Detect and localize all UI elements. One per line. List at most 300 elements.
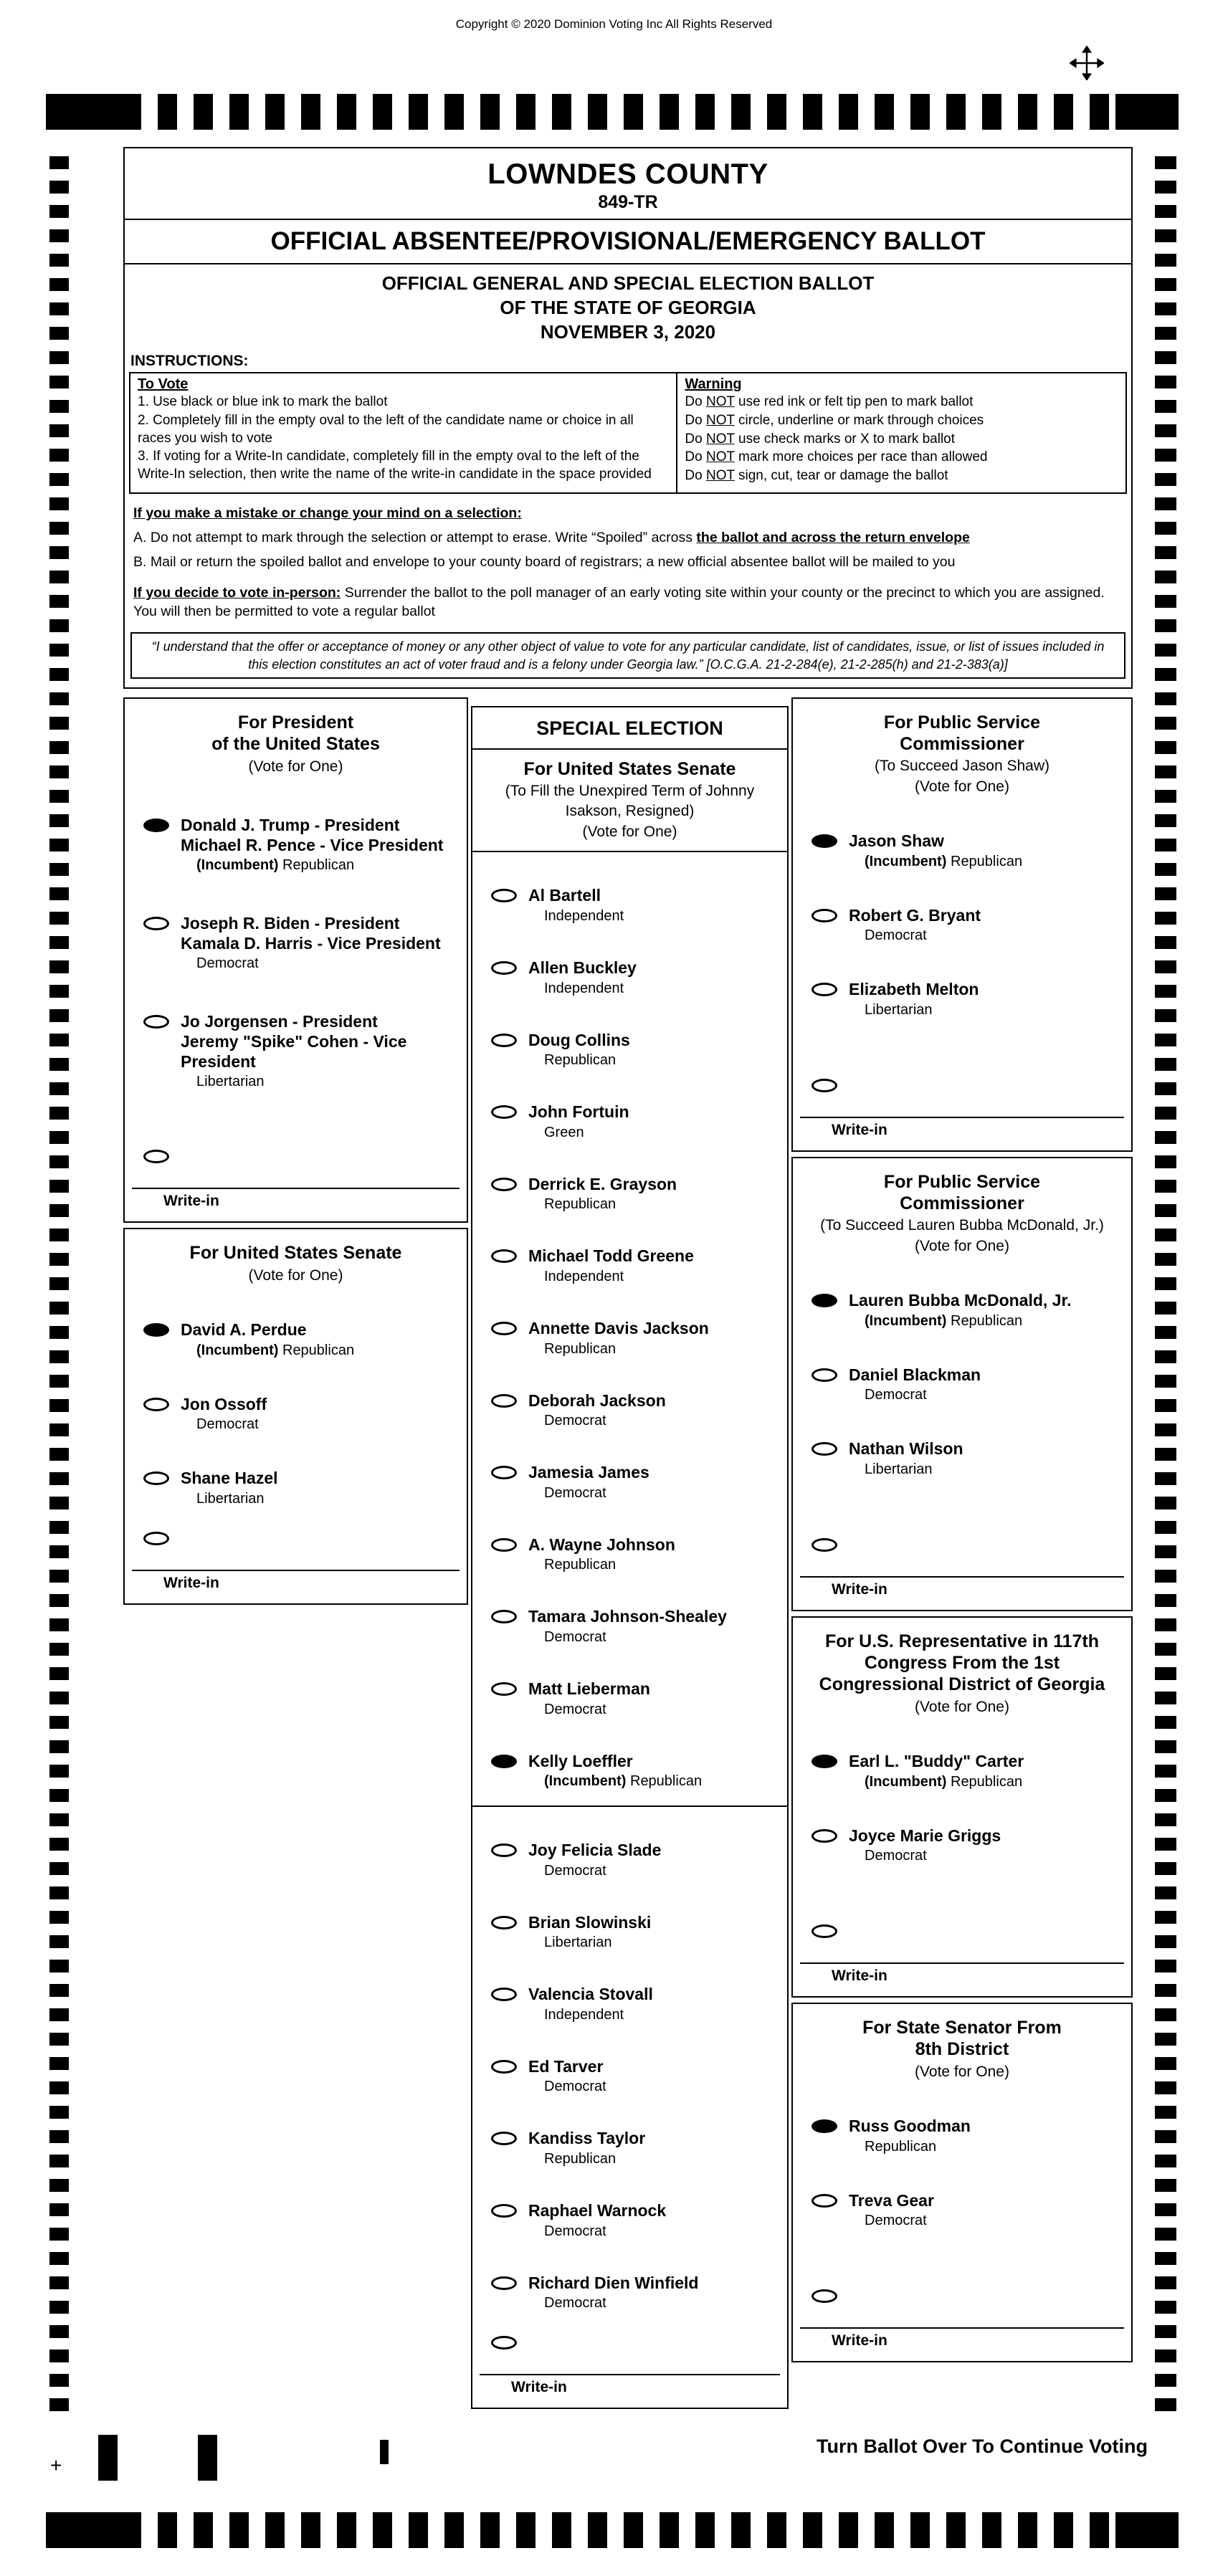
- write-in-block: [130, 1125, 461, 1210]
- candidate-info: [181, 914, 441, 972]
- candidate-info: [528, 1463, 649, 1502]
- timing-marks-strip: [122, 94, 1115, 130]
- vote-for-instruction: (Vote for One): [915, 1698, 1009, 1715]
- timing-block-right: [1115, 2512, 1179, 2548]
- race-psc-mcdonald: [791, 1157, 1133, 1611]
- candidate-info: [528, 1913, 651, 1952]
- race-title-line: For Public Service: [883, 1171, 1041, 1192]
- write-in-block: [799, 2229, 1125, 2350]
- candidate-party: Republican: [544, 1196, 617, 1213]
- oval-empty[interactable]: [143, 917, 169, 930]
- warning-item: Do NOT use red ink or felt tip pen to mark ballot: [685, 394, 974, 410]
- candidate-row: [478, 2201, 781, 2240]
- ballot-style-mark: [198, 2435, 217, 2481]
- warning-title: Warning: [685, 376, 742, 393]
- race-header: [130, 1236, 461, 1284]
- candidate-name: Joy Felicia Slade: [528, 1841, 662, 1860]
- race-header: [130, 706, 461, 776]
- candidate-row: [799, 1752, 1125, 1790]
- to-vote-title: To Vote: [138, 376, 189, 393]
- oval-empty[interactable]: [811, 1442, 837, 1456]
- ballot-style-mark: [98, 2435, 118, 2481]
- candidate-row: [478, 1841, 781, 1879]
- candidate-info: [528, 1752, 702, 1790]
- candidate-party: Democrat: [544, 2295, 606, 2312]
- write-in-oval-row: [130, 1147, 461, 1163]
- vote-for-instruction: (Vote for One): [915, 2064, 1009, 2081]
- race-title-line: 8th District: [915, 2039, 1009, 2060]
- oval-empty[interactable]: [811, 1079, 837, 1092]
- candidate-name: Joyce Marie Griggs: [849, 1826, 1001, 1845]
- to-vote-item: 3. If voting for a Write-In candidate, completely fill in the empty oval to the left of the Write-In selection, then write the name of the write-in candidate in the space provided: [138, 449, 652, 482]
- county-title: LOWNDES COUNTY: [487, 158, 768, 190]
- ballot-columns: [123, 697, 1133, 2409]
- candidate-party: Libertarian: [865, 1461, 933, 1477]
- candidate-row: [478, 2274, 781, 2312]
- candidate-name: Jon Ossoff: [181, 1394, 267, 1413]
- ballot-title: OFFICIAL ABSENTEE/PROVISIONAL/EMERGENCY BALLOT: [270, 227, 986, 255]
- plus-registration-mark: +: [50, 2454, 62, 2476]
- candidate-name: Deborah Jackson: [528, 1390, 666, 1410]
- candidate-party: Democrat: [544, 1628, 606, 1645]
- candidate-party: Democrat: [544, 1701, 606, 1717]
- candidate-row: [478, 1985, 781, 2023]
- race-title-line: For President: [237, 712, 354, 733]
- vote-for-instruction: (Vote for One): [582, 824, 677, 841]
- write-in-label: Write-in: [163, 1574, 219, 1591]
- turn-ballot-over-text: Turn Ballot Over To Continue Voting: [817, 2436, 1148, 2457]
- candidate-party: Democrat: [865, 1387, 927, 1403]
- mistake-item-a: A. Do not attempt to mark through the selection or attempt to erase. Write “Spoiled” across the ballot and across the return envelope: [133, 530, 970, 546]
- candidate-row: [799, 2117, 1125, 2155]
- oval-filled[interactable]: [811, 1294, 837, 1307]
- write-in-label: Write-in: [832, 1121, 887, 1138]
- candidate-name: Al Bartell: [528, 886, 601, 905]
- candidate-info: [528, 1985, 653, 2023]
- candidate-name: Kandiss Taylor: [528, 2129, 646, 2148]
- oval-empty[interactable]: [811, 1538, 837, 1552]
- ballot-column-2: [471, 706, 789, 2409]
- oval-empty[interactable]: [811, 2289, 837, 2303]
- oval-empty[interactable]: [491, 2336, 517, 2350]
- candidate-info: [849, 980, 979, 1019]
- vote-for-instruction: (Vote for One): [248, 1267, 343, 1284]
- candidate-info: [181, 1320, 354, 1359]
- candidate-info: [849, 1826, 1001, 1865]
- oval-empty[interactable]: [491, 2060, 517, 2074]
- oval-filled[interactable]: [811, 1755, 837, 1768]
- candidate-name: A. Wayne Johnson: [528, 1535, 675, 1554]
- candidate-row: [478, 1391, 781, 1430]
- write-in-label: Write-in: [832, 2332, 887, 2350]
- candidate-row: [478, 1535, 781, 1574]
- candidate-party: Republican: [544, 1340, 617, 1357]
- candidate-info: [528, 1679, 650, 1718]
- candidate-party: Green: [544, 1124, 584, 1140]
- oval-filled[interactable]: [143, 819, 169, 832]
- write-in-line[interactable]: [480, 2374, 780, 2375]
- oval-empty[interactable]: [491, 2276, 517, 2290]
- candidate-info: [849, 1439, 963, 1478]
- candidate-party: (Incumbent) Republican: [544, 1773, 703, 1790]
- candidate-row: [478, 1752, 781, 1790]
- candidate-name: Brian Slowinski: [528, 1912, 652, 1932]
- timing-marks-right-column: [1155, 156, 1176, 2413]
- write-in-oval-row: [799, 1076, 1125, 1092]
- write-in-oval-row: [799, 1922, 1125, 1938]
- candidate-party: Republican: [544, 1052, 617, 1069]
- voter-fraud-pledge: “I understand that the offer or acceptance of money or any other object of value to vote for any particular candidate, list of candidates, issue, or list of issues included in this election constitutes an act of voter fraud and is a felony under Georgia law.” [O.C.G.A. 21-2-284(e), 21-2-285(h) and 21-2-383(a)]: [130, 632, 1125, 679]
- candidate-info: [849, 1752, 1024, 1790]
- instructions-label: INSTRUCTIONS:: [130, 353, 249, 370]
- candidate-party: Democrat: [865, 927, 927, 944]
- oval-empty[interactable]: [491, 1610, 517, 1623]
- write-in-oval-row: [799, 1535, 1125, 1552]
- write-in-block: [130, 1507, 461, 1592]
- candidate-name: Annette Davis Jackson: [528, 1318, 709, 1337]
- candidate-name: Jo Jorgensen - President: [181, 1012, 378, 1031]
- candidate-party: Independent: [544, 1268, 624, 1284]
- write-in-line[interactable]: [132, 1188, 460, 1189]
- candidate-row: [130, 1469, 461, 1507]
- warning-list: [685, 393, 1118, 485]
- election-date: NOVEMBER 3, 2020: [540, 320, 716, 343]
- write-in-label: Write-in: [832, 1967, 887, 1985]
- candidate-name: Valencia Stovall: [528, 1985, 653, 2004]
- oval-filled[interactable]: [811, 2119, 837, 2133]
- race-subtitle-line: (To Fill the Unexpired Term of Johnny: [505, 783, 755, 799]
- oval-empty[interactable]: [811, 909, 837, 922]
- warning-item: Do NOT use check marks or X to mark ballot: [685, 431, 956, 447]
- candidate-party: Republican: [544, 1557, 617, 1573]
- candidate-info: [528, 1391, 666, 1430]
- oval-empty[interactable]: [491, 1105, 517, 1119]
- candidate-info: [181, 1395, 267, 1434]
- oval-empty[interactable]: [491, 1322, 517, 1335]
- candidate-name: Daniel Blackman: [849, 1365, 981, 1384]
- candidate-name: Jason Shaw: [849, 831, 944, 851]
- candidate-name: Kelly Loeffler: [528, 1751, 633, 1770]
- candidate-row: [478, 2129, 781, 2167]
- oval-empty[interactable]: [491, 1916, 517, 1929]
- write-in-label: Write-in: [511, 2379, 567, 2396]
- candidate-name: Derrick E. Grayson: [528, 1174, 677, 1193]
- race-state-sen-8: [791, 2003, 1133, 2362]
- candidate-row: [478, 2057, 781, 2096]
- candidate-party: Democrat: [544, 1862, 606, 1879]
- race-title-line: Congressional District of Georgia: [819, 1674, 1105, 1694]
- candidate-party: Republican: [865, 2138, 937, 2155]
- oval-empty[interactable]: [491, 1178, 517, 1191]
- candidate-name: Michael R. Pence - Vice President: [181, 835, 444, 854]
- write-in-line[interactable]: [132, 1570, 460, 1571]
- candidate-party: (Incumbent) Republican: [865, 1312, 1023, 1329]
- candidate-row: [478, 1246, 781, 1285]
- write-in-line[interactable]: [800, 2327, 1124, 2329]
- copyright-text: Copyright © 2020 Dominion Voting Inc All Rights Reserved: [455, 17, 773, 31]
- oval-filled[interactable]: [811, 834, 837, 848]
- candidate-name: Matt Lieberman: [528, 1679, 650, 1698]
- candidate-party: (Incumbent) Republican: [865, 1773, 1023, 1790]
- vote-for-instruction: (Vote for One): [248, 758, 343, 775]
- candidate-party: (Incumbent) Republican: [196, 857, 355, 874]
- race-header: [472, 750, 787, 852]
- ballot-subtitle-2: OF THE STATE OF GEORGIA: [500, 296, 756, 318]
- candidate-name: Kamala D. Harris - Vice President: [181, 933, 441, 953]
- candidate-name: Elizabeth Melton: [849, 980, 979, 999]
- candidate-party: Libertarian: [196, 1490, 265, 1507]
- race-us-rep-1: [791, 1616, 1133, 1998]
- timing-marks-top: [46, 94, 1179, 130]
- oval-empty[interactable]: [491, 2204, 517, 2218]
- candidate-name: Ed Tarver: [528, 2056, 604, 2076]
- write-in-line[interactable]: [800, 1576, 1124, 1578]
- candidate-row: [478, 1319, 781, 1358]
- oval-empty[interactable]: [811, 1829, 837, 1843]
- candidate-row: [799, 831, 1125, 870]
- race-title-line: of the United States: [211, 734, 380, 754]
- candidate-name: Joseph R. Biden - President: [181, 914, 400, 933]
- candidate-party: Democrat: [544, 2079, 606, 2095]
- candidate-party: Democrat: [544, 2223, 606, 2239]
- warning-item: Do NOT mark more choices per race than allowed: [685, 449, 988, 465]
- candidate-section-divider: [472, 1805, 787, 1807]
- vote-for-instruction: (Vote for One): [915, 778, 1009, 796]
- timing-marks-left-column: [49, 156, 69, 2413]
- timing-block-left: [46, 94, 122, 130]
- oval-empty[interactable]: [491, 2132, 517, 2145]
- instructions-box: [129, 372, 1127, 493]
- race-title-line: For Public Service: [883, 712, 1041, 733]
- timing-block-left: [46, 2512, 122, 2548]
- oval-empty[interactable]: [811, 2194, 837, 2208]
- race-president: [123, 697, 468, 1223]
- oval-empty[interactable]: [491, 1682, 517, 1696]
- candidate-party: (Incumbent) Republican: [865, 853, 1023, 869]
- vote-for-instruction: (Vote for One): [915, 1238, 1009, 1255]
- candidate-row: [478, 1175, 781, 1213]
- mistake-item-b: B. Mail or return the spoiled ballot and envelope to your county board of registrars; a new official absentee ballot will be mailed to you: [133, 554, 956, 571]
- candidate-party: Libertarian: [865, 1001, 933, 1018]
- candidate-name: Tamara Johnson-Shealey: [528, 1607, 727, 1626]
- candidate-party: Independent: [544, 2006, 624, 2023]
- race-special-senate: [471, 706, 789, 2409]
- candidate-info: [181, 1012, 461, 1090]
- candidate-name: Jamesia James: [528, 1463, 649, 1482]
- oval-empty[interactable]: [491, 1034, 517, 1047]
- write-in-line[interactable]: [800, 1962, 1124, 1964]
- candidate-info: [528, 886, 624, 925]
- write-in-block: [799, 1478, 1125, 1598]
- candidate-info: [528, 1841, 661, 1879]
- oval-empty[interactable]: [143, 1471, 169, 1485]
- oval-empty[interactable]: [491, 1843, 517, 1857]
- oval-empty[interactable]: [491, 1988, 517, 2001]
- candidate-info: [528, 958, 637, 997]
- to-vote-item: 1. Use black or blue ink to mark the ballot: [138, 394, 388, 410]
- write-in-label: Write-in: [163, 1193, 219, 1209]
- warning-item: Do NOT sign, cut, tear or damage the ballot: [685, 468, 948, 484]
- candidate-info: [528, 1319, 709, 1358]
- candidate-name: Michael Todd Greene: [528, 1246, 694, 1266]
- timing-marks-strip: [122, 2512, 1115, 2548]
- candidate-row: [799, 1826, 1125, 1865]
- oval-empty[interactable]: [143, 1532, 169, 1545]
- candidate-info: [528, 2201, 666, 2240]
- race-title-line: Commissioner: [900, 1193, 1024, 1213]
- write-in-label: Write-in: [832, 1580, 887, 1598]
- race-title-line: For United States Senate: [189, 1243, 402, 1263]
- write-in-oval-row: [799, 2286, 1125, 2303]
- candidate-info: [528, 1535, 675, 1574]
- candidate-info: [849, 1291, 1072, 1330]
- candidate-row: [130, 816, 461, 874]
- warning-item: Do NOT circle, underline or mark through choices: [685, 413, 984, 429]
- ballot-style-mark: [380, 2440, 389, 2464]
- candidate-party: Democrat: [544, 1413, 606, 1429]
- candidate-info: [849, 831, 1022, 870]
- candidate-party: Democrat: [196, 1416, 259, 1433]
- oval-filled[interactable]: [491, 1755, 517, 1768]
- candidate-row: [478, 1607, 781, 1646]
- candidate-name: Donald J. Trump - President: [181, 816, 400, 834]
- ballot-column-1: [123, 697, 468, 1605]
- candidate-info: [181, 1469, 278, 1507]
- race-header: [799, 1165, 1125, 1255]
- candidate-party: Republican: [544, 2151, 617, 2167]
- candidate-party: Democrat: [544, 1484, 606, 1501]
- candidate-info: [528, 1102, 629, 1141]
- oval-empty[interactable]: [811, 983, 837, 996]
- oval-empty[interactable]: [491, 1249, 517, 1263]
- candidate-row: [130, 1320, 461, 1359]
- candidate-name: Russ Goodman: [849, 2117, 971, 2136]
- candidate-row: [478, 1102, 781, 1141]
- candidate-name: Raphael Warnock: [528, 2201, 667, 2220]
- write-in-block: [799, 1864, 1125, 1985]
- candidate-name: Earl L. "Buddy" Carter: [849, 1751, 1024, 1770]
- registration-crosshair-icon: [1070, 46, 1104, 80]
- candidate-party: Libertarian: [196, 1074, 265, 1090]
- in-person-lead: If you decide to vote in-person:: [133, 584, 341, 601]
- ballot-header-box: [123, 147, 1133, 689]
- ballot-code: 849-TR: [598, 192, 658, 212]
- race-subtitle-line: (To Succeed Lauren Bubba McDonald, Jr.): [820, 1216, 1104, 1234]
- candidate-info: [528, 1607, 727, 1646]
- write-in-oval-row: [478, 2333, 781, 2350]
- candidate-party: Democrat: [196, 955, 259, 972]
- candidate-row: [478, 958, 781, 997]
- candidate-row: [799, 1365, 1125, 1404]
- candidate-party: Independent: [544, 980, 624, 996]
- race-title-line: Commissioner: [900, 734, 1024, 754]
- candidate-name: Robert G. Bryant: [849, 905, 981, 925]
- oval-empty[interactable]: [491, 1466, 517, 1479]
- candidate-row: [799, 906, 1125, 945]
- race-header: [799, 2011, 1125, 2081]
- candidate-row: [478, 886, 781, 925]
- candidate-info: [528, 1031, 630, 1069]
- candidate-name: Treva Gear: [849, 2190, 934, 2210]
- candidate-info: [849, 2117, 971, 2155]
- timing-marks-bottom: [46, 2512, 1179, 2548]
- candidate-info: [849, 2191, 934, 2230]
- candidate-party: Independent: [544, 907, 624, 924]
- candidate-row: [478, 1031, 781, 1069]
- candidate-row: [478, 1679, 781, 1718]
- candidate-row: [799, 2191, 1125, 2230]
- special-election-title: SPECIAL ELECTION: [472, 715, 787, 750]
- oval-empty[interactable]: [811, 1924, 837, 1938]
- write-in-line[interactable]: [800, 1117, 1124, 1118]
- candidate-info: [528, 2057, 606, 2096]
- write-in-block: [478, 2312, 781, 2396]
- candidate-name: Lauren Bubba McDonald, Jr.: [849, 1291, 1072, 1310]
- race-us-senate: [123, 1228, 468, 1605]
- oval-empty[interactable]: [811, 1368, 837, 1382]
- oval-empty[interactable]: [143, 1015, 169, 1029]
- race-title-line: For United States Senate: [523, 759, 736, 779]
- candidate-row: [799, 980, 1125, 1019]
- oval-empty[interactable]: [491, 1538, 517, 1552]
- candidate-row: [130, 914, 461, 972]
- race-header: [799, 706, 1125, 796]
- race-title-line: For U.S. Representative in 117th: [824, 1631, 1100, 1651]
- to-vote-list: [138, 393, 669, 483]
- candidate-party: Democrat: [865, 1848, 927, 1864]
- oval-empty[interactable]: [143, 1398, 169, 1411]
- candidate-name: David A. Perdue: [181, 1320, 307, 1339]
- mistake-title: If you make a mistake or change your mind on a selection:: [133, 505, 522, 521]
- oval-empty[interactable]: [491, 1394, 517, 1408]
- oval-empty[interactable]: [491, 889, 517, 902]
- candidate-info: [849, 906, 981, 945]
- candidate-party: Democrat: [865, 2213, 927, 2229]
- timing-block-right: [1115, 94, 1179, 130]
- candidate-name: Allen Buckley: [528, 958, 637, 977]
- candidate-name: John Fortuin: [528, 1102, 629, 1122]
- write-in-oval-row: [130, 1529, 461, 1545]
- oval-empty[interactable]: [491, 961, 517, 975]
- race-psc-shaw: [791, 697, 1133, 1152]
- race-subtitle-line: Isakson, Resigned): [565, 803, 695, 820]
- ballot-column-3: [791, 697, 1133, 2362]
- candidate-name: Nathan Wilson: [849, 1439, 963, 1459]
- candidate-info: [528, 1246, 694, 1285]
- candidate-row: [799, 1291, 1125, 1330]
- candidate-info: [849, 1365, 981, 1404]
- candidate-row: [478, 1463, 781, 1502]
- candidate-info: [181, 816, 443, 874]
- candidate-name: Richard Dien Winfield: [528, 2273, 699, 2292]
- candidate-row: [130, 1395, 461, 1434]
- oval-empty[interactable]: [143, 1150, 169, 1163]
- candidate-party: Libertarian: [544, 1935, 612, 1951]
- oval-filled[interactable]: [143, 1323, 169, 1337]
- candidate-info: [528, 1175, 677, 1213]
- race-header: [799, 1625, 1125, 1716]
- candidate-row: [130, 1012, 461, 1090]
- candidate-row: [478, 1913, 781, 1952]
- candidate-info: [528, 2129, 645, 2167]
- race-title-line: Congress From the 1st: [864, 1652, 1060, 1673]
- to-vote-item: 2. Completely fill in the empty oval to the left of the candidate name or choice in all races you wish to vote: [138, 413, 634, 446]
- candidate-info: [528, 2274, 698, 2312]
- candidate-party: (Incumbent) Republican: [196, 1342, 355, 1358]
- candidate-name: Jeremy "Spike" Cohen - Vice President: [181, 1031, 407, 1071]
- write-in-block: [799, 1019, 1125, 1139]
- race-subtitle-line: (To Succeed Jason Shaw): [875, 758, 1049, 774]
